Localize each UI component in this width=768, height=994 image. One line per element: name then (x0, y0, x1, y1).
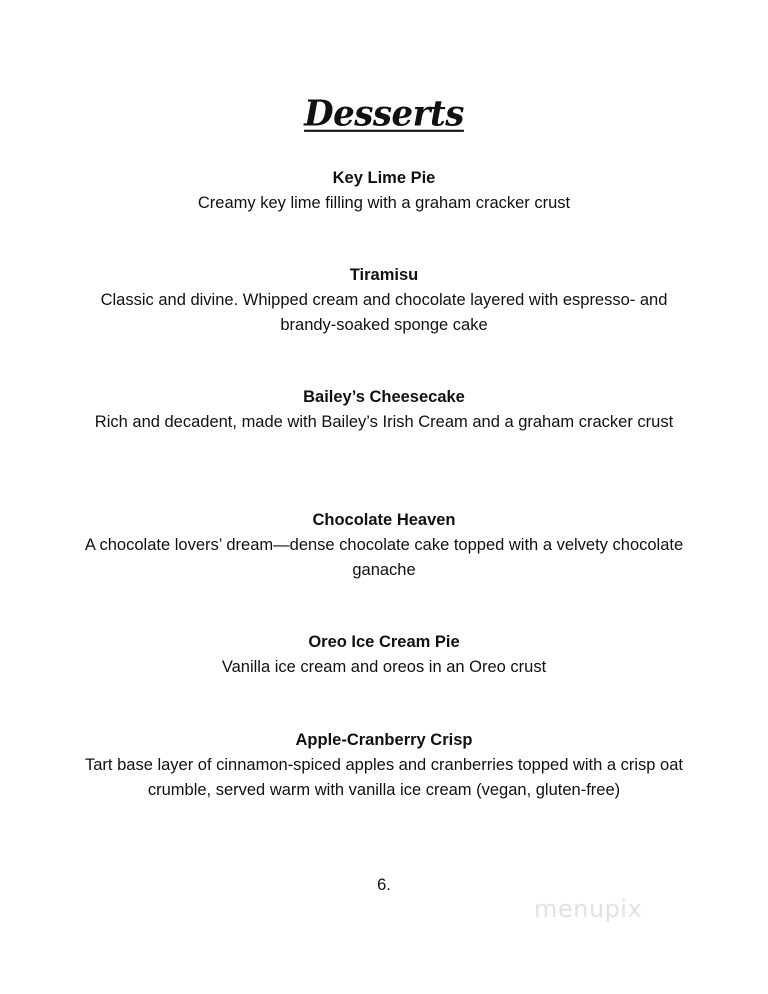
page-title: Desserts (304, 93, 464, 135)
menu-item (84, 630, 684, 680)
menu-item (84, 166, 684, 216)
menu-item-description: Classic and divine. Whipped cream and chocolate layered with espresso- and brandy-soaked sponge cake (100, 291, 668, 334)
page-number: 6. (377, 876, 391, 894)
menu-item-name: Chocolate Heaven (312, 511, 456, 529)
menu-item-name: Bailey’s Cheesecake (303, 388, 465, 406)
menu-item-name: Key Lime Pie (332, 169, 436, 187)
menu-item-description: A chocolate lovers’ dream—dense chocolate cake topped with a velvety chocolate ganache (84, 536, 684, 579)
menu-item-name: Oreo Ice Cream Pie (308, 633, 460, 651)
menu-item (84, 508, 684, 583)
menu-item-name: Tiramisu (349, 266, 419, 284)
menu-item (84, 263, 684, 338)
menu-item-description: Tart base layer of cinnamon-spiced apples and cranberries topped with a crisp oat crumble, served warm with vanilla ice cream (vegan, gluten-free) (85, 756, 683, 799)
menu-item (84, 728, 684, 803)
menu-item-description: Creamy key lime filling with a graham cracker crust (197, 194, 571, 212)
menu-item (84, 385, 684, 435)
menu-item-description: Rich and decadent, made with Bailey’s Irish Cream and a graham cracker crust (94, 413, 674, 431)
menu-item-description: Vanilla ice cream and oreos in an Oreo crust (221, 658, 547, 676)
menu-item-name: Apple-Cranberry Crisp (295, 731, 473, 749)
watermark: menupix (534, 895, 643, 923)
